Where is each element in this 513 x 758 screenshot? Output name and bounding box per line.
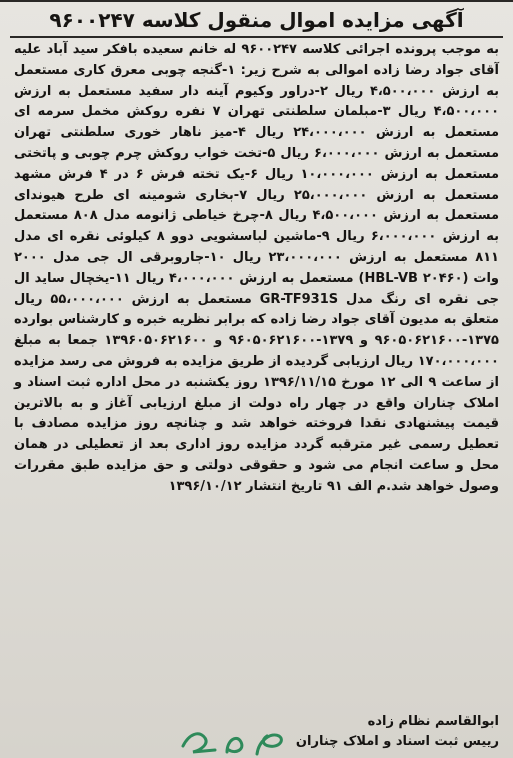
title-divider: [10, 36, 503, 38]
top-border-rule: [0, 0, 513, 2]
notice-title: آگهی مزایده اموال منقول کلاسه ۹۶۰۰۲۴۷: [49, 8, 464, 32]
notice-paragraph: به موجب پرونده اجرائی کلاسه ۹۶۰۰۲۴۷ له خانم سعیده بافکر سید آباد علیه آقای جواد رضا زاده اموالی به شرح زیر: ۱-گنجه چوبی معرق کاری مستعمل به ارزش ۴،۵۰۰،۰۰۰ ریال ۲-دراور وکیوم آینه دار سفید مستعمل به ارزش ۴،۵۰۰،۰۰۰ ریال ۳-مبلمان سلطنتی تهران ۷ نفره روکش مخمل سرمه ای مستعمل به ارزش ۲۴،۰۰۰،۰۰۰ ریال ۴-میز ناهار خوری سلطنتی تهران مستعمل به ارزش ۶،۰۰۰،۰۰۰ ریال ۵-تخت خواب روکش چرم چوبی و پاتختی مستعمل به ارزش ۱۰،۰۰۰،۰۰۰ ریال ۶-یک تخته فرش ۶ در ۴ فرش مشهد مستعمل به ارزش ۲۵،۰۰۰،۰۰۰ ریال ۷-بخاری شومینه ای طرح هیوندای مستعمل به ارزش ۴،۵۰۰،۰۰۰ ریال ۸-چرخ خیاطی ژانومه مدل ۸۰۸ مستعمل به ارزش ۶،۰۰۰،۰۰۰ ریال ۹-ماشین لباسشویی دوو ۸ کیلوئی نقره ای مدل ۸۱۱ مستعمل به ارزش ۲۳،۰۰۰،۰۰۰ ریال ۱۰-جاروبرقی ال جی مدل ۲۰۰۰ وات (HBL-VB ۲۰۴۶۰) مستعمل به ارزش ۴،۰۰۰،۰۰۰ ریال ۱۱-یخچال ساید ال جی نقره ای رنگ مدل GR-TF931S مستعمل به ارزش ۵۵،۰۰۰،۰۰۰ ریال متعلق به مدیون آقای جواد رضا زاده که برابر نظریه خبره و کارشناس بوارده ۱۳۷۵-۹۶۰۵۰۶۲۱۶۰۰ و ۱۳۷۹-۹۶۰۵۰۶۲۱۶۰۰ و ۱۳۹۶۰۵۰۶۲۱۶۰۰ جمعا به مبلغ ۱۷۰،۰۰۰،۰۰۰ ریال ارزیابی گردیده از طریق مزایده به فروش می رسد مزایده از ساعت ۹ الی ۱۲ مورخ ۱۳۹۶/۱۱/۱۵ روز یکشنبه در محل اداره ثبت اسناد و املاک چناران واقع در چهار راه دولت از مبلغ ارزیابی آغاز و به بالاترین قیمت پیشنهادی نقدا فروخته خواهد شد و چنانچه روز مزایده مصادف با تعطیل رسمی غیر مترقبه گردد مزایده روز اداری بعد از تعطیلی در همان محل و ساعت انجام می شود و حقوقی دولتی و حق مزایده طبق مقررات وصول خواهد شد.م الف ۹۱ تاریخ انتشار ۱۳۹۶/۱۰/۱۲: [14, 42, 500, 494]
notice-body: [14, 40, 499, 498]
signatory-name: ابوالقاسم نظام زاده: [367, 714, 499, 729]
handwritten-number-mark: [175, 716, 295, 758]
signatory-title: رییس ثبت اسناد و املاک چناران: [295, 734, 499, 749]
